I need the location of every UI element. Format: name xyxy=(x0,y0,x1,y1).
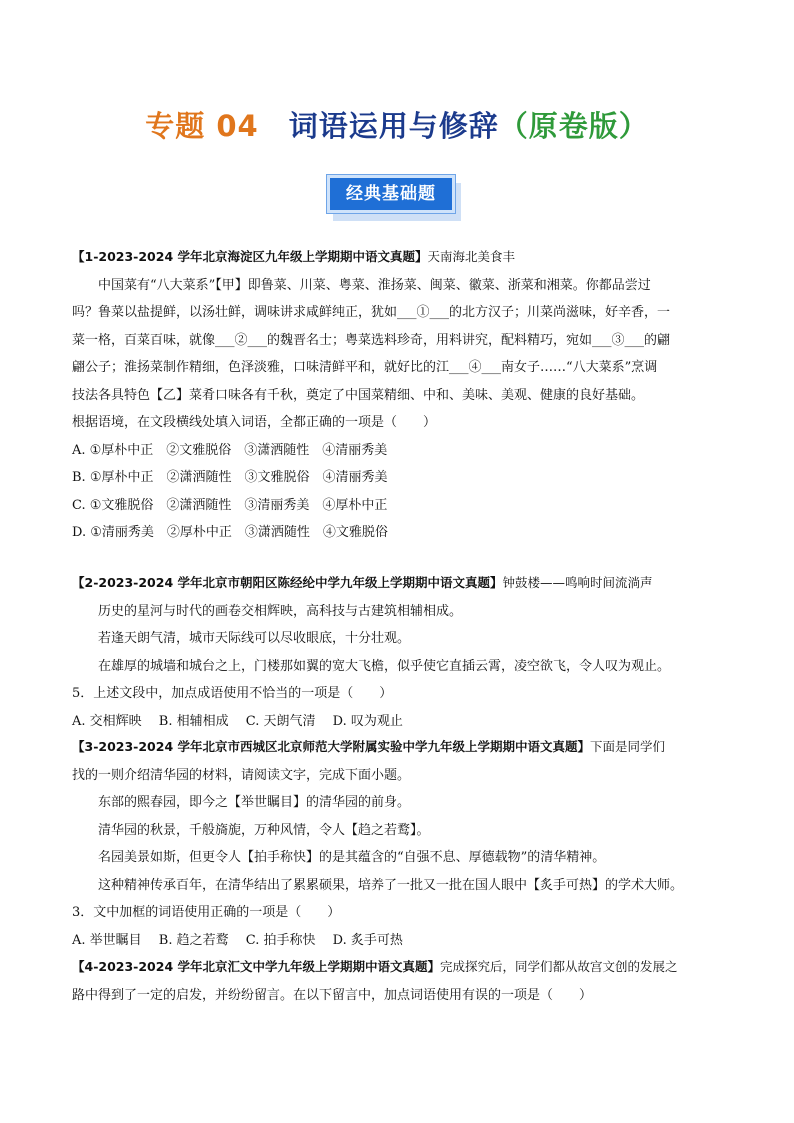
question-2 xyxy=(72,569,732,735)
q3-passage-para: 名园美景如斯，但更令人【拍手称快】的是其蕴含的“自强不息、厚德载物”的清华精神。 xyxy=(98,850,606,865)
q1-source: 【1-2023-2024 学年北京海淀区九年级上学期期中语文真题】 xyxy=(72,249,428,264)
page-title xyxy=(0,104,794,145)
q2-topic: 钟鼓楼——鸣响时间流淌声 xyxy=(502,575,653,590)
q1-option-d: D. ①清丽秀美 ②厚朴中正 ③潇洒随性 ④文雅脱俗 xyxy=(72,525,388,540)
q1-passage-line: 技法各具特色【乙】菜肴口味各有千秋，奠定了中国菜精细、中和、美味、美观、健康的良好基础。 xyxy=(72,387,645,403)
q1-passage-line: 翩公子；淮扬菜制作精细，色泽淡雅，口味清鲜平和，就好比的江___④___南女子……“八大菜系”烹调 xyxy=(72,360,658,375)
q2-options: A. 交相辉映 B. 相辅相成 C. 天朗气清 D. 叹为观止 xyxy=(72,713,403,729)
q2-passage-para: 在雄厚的城墙和城台之上，门楼那如翼的宽大飞檐，似乎使它直插云霄，凌空欲飞，令人叹为观止。 xyxy=(98,658,671,674)
title-edition: （原卷版） xyxy=(498,109,649,143)
q3-intro: 下面是同学们 xyxy=(590,739,666,754)
q2-source: 【2-2023-2024 学年北京市朝阳区陈经纶中学九年级上学期期中语文真题】 xyxy=(72,575,503,590)
q3-passage-para: 这种精神传承百年，在清华结出了累累硕果，培养了一批又一批在国人眼中【炙手可热】的学术大师。 xyxy=(98,877,684,893)
q3-question: 3．文中加框的词语使用正确的一项是（ ） xyxy=(72,905,341,920)
q1-question: 根据语境，在文段横线处填入词语，全都正确的一项是（ ） xyxy=(72,415,437,430)
q4-intro-line2: 路中得到了一定的启发，并纷纷留言。在以下留言中，加点词语使用有误的一项是（ ） xyxy=(72,987,593,1003)
badge-label: 经典基础题 xyxy=(327,175,455,213)
q2-question: 5．上述文段中，加点成语使用不恰当的一项是（ ） xyxy=(72,686,393,701)
q4-source: 【4-2023-2024 学年北京汇文中学九年级上学期期中语文真题】 xyxy=(72,959,441,974)
q1-passage-line: 吗？鲁菜以盐提鲜，以汤壮鲜，调味讲求咸鲜纯正，犹如___①___的北方汉子；川菜尚滋味，好辛香，一 xyxy=(72,305,671,320)
q3-passage-para: 东部的熙春园，即今之【举世瞩目】的清华园的前身。 xyxy=(98,795,411,810)
q1-option-a: A. ①厚朴中正 ②文雅脱俗 ③潇洒随性 ④清丽秀美 xyxy=(72,442,388,458)
question-1 xyxy=(72,243,732,547)
q3-options: A. 举世瞩目 B. 趋之若鹜 C. 拍手称快 D. 炙手可热 xyxy=(72,932,403,948)
title-topic-name: 词语运用与修辞 xyxy=(288,109,499,143)
q2-passage-para: 若逢天朗气清，城市天际线可以尽收眼底，十分壮观。 xyxy=(98,631,411,646)
q3-passage-para: 清华园的秋景，千般旖旎，万种风情，令人【趋之若鹜】。 xyxy=(98,822,430,838)
q1-option-c: C. ①文雅脱俗 ②潇洒随性 ③清丽秀美 ④厚朴中正 xyxy=(72,497,388,513)
q1-passage-line: 菜一格，百菜百味，就像___②___的魏晋名士；粤菜选料珍奇，用料讲究，配料精巧，宛如___③___的翩 xyxy=(72,332,671,348)
q3-intro-line2: 找的一则介绍清华园的材料，请阅读文字，完成下面小题。 xyxy=(72,767,411,783)
title-topic-number: 专题 04 xyxy=(145,109,259,143)
q2-passage-para: 历史的星河与时代的画卷交相辉映，高科技与古建筑相辅相成。 xyxy=(98,603,463,619)
q1-topic: 天南海北美食丰 xyxy=(427,249,516,264)
question-4 xyxy=(72,953,732,1009)
q4-intro: 完成探究后，同学们都从故宫文创的发展之 xyxy=(440,959,678,974)
q3-source: 【3-2023-2024 学年北京市西城区北京师范大学附属实验中学九年级上学期期中语文真题】 xyxy=(72,739,591,754)
question-3 xyxy=(72,733,732,954)
q1-passage-line: 中国菜有“八大菜系”【甲】即鲁菜、川菜、粤菜、淮扬菜、闽菜、徽菜、浙菜和湘菜。你都品尝过 xyxy=(98,277,651,293)
q1-option-b: B. ①厚朴中正 ②潇洒随性 ③文雅脱俗 ④清丽秀美 xyxy=(72,470,388,485)
section-badge xyxy=(327,175,461,221)
